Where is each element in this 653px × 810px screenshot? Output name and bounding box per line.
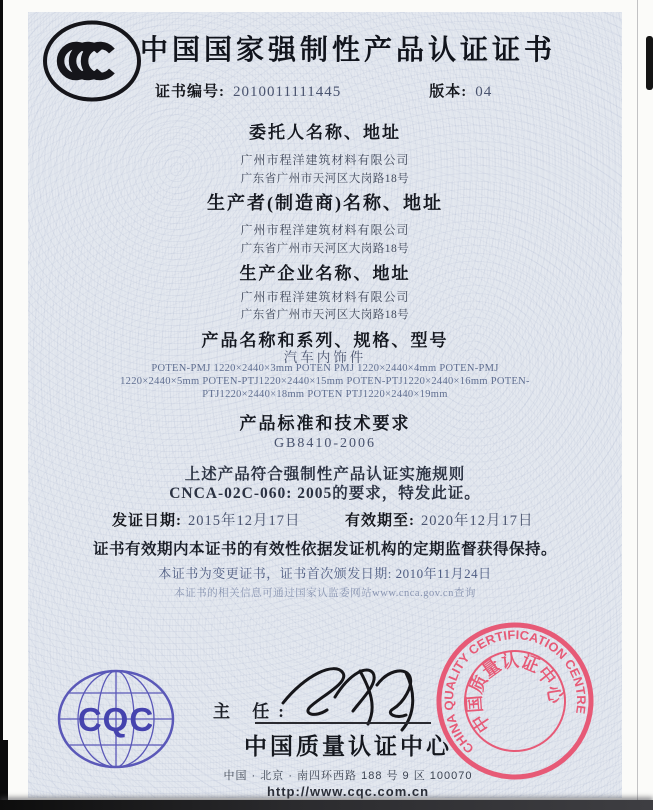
issue-date-label: 发证日期:: [112, 513, 182, 529]
standard-heading: 产品标准和技术要求: [239, 414, 411, 433]
signature-underline: [255, 722, 431, 724]
model-line: POTEN-PMJ 1220×2440×3mm POTEN PMJ 1220×2440×4mm POTEN-PMJ: [151, 363, 499, 374]
certificate-page: [28, 12, 622, 798]
certificate-title: 中国国家强制性产品认证证书: [139, 35, 556, 66]
manufacturer-address: 广东省广州市天河区大岗路18号: [240, 243, 410, 255]
query-note: 本证书的相关信息可通过国家认监委网站www.cnca.gov.cn查询: [174, 588, 476, 599]
issuing-org-url: http://www.cqc.com.cn: [266, 784, 430, 799]
scan-edge-line: [637, 0, 638, 810]
expiry-date-label: 有效期至:: [345, 513, 415, 529]
factory-heading: 生产企业名称、地址: [239, 264, 411, 283]
product-heading: 产品名称和系列、规格、型号: [201, 331, 449, 350]
product-name: 汽车内饰件: [283, 350, 367, 365]
manufacturer-name: 广州市程洋建筑材料有限公司: [240, 223, 410, 237]
cert-no-label: 证书编号:: [155, 84, 225, 100]
product-models: [65, 362, 585, 401]
factory-address: 广东省广州市天河区大岗路18号: [240, 309, 410, 321]
model-line: PTJ1220×2440×18mm POTEN PTJ1220×2440×19mm: [202, 389, 448, 400]
standard-value: GB8410-2006: [273, 436, 377, 451]
stamp-inner-text: 中国质量认证中心: [464, 650, 566, 736]
certificate-number-row: [155, 80, 492, 101]
expiry-date: [345, 509, 534, 530]
dates-row: [28, 509, 622, 529]
version-label: 版本:: [429, 84, 468, 100]
expiry-date-value: 2020年12月17日: [421, 513, 534, 529]
manufacturer-heading: 生产者(制造商)名称、地址: [207, 193, 443, 213]
change-note: 本证书为变更证书，证书首次颁发日期: 2010年11月24日: [158, 566, 492, 581]
applicant-name: 广州市程洋建筑材料有限公司: [240, 153, 410, 167]
version-value: 04: [475, 84, 493, 100]
red-seal-stamp: [430, 616, 600, 786]
issue-date: [112, 509, 301, 530]
issue-date-value: 2015年12月17日: [188, 513, 301, 529]
compliance-statement-line1: 上述产品符合强制性产品认证实施规则: [184, 466, 466, 483]
cqc-logo-text: CQC: [77, 701, 155, 738]
director-label: 主 任:: [213, 702, 293, 721]
applicant-address: 广东省广州市天河区大岗路18号: [240, 173, 410, 185]
cert-no-value: 2010011111445: [233, 84, 342, 100]
stamp-ring-text: CHINA QUALITY CERTIFICATION CENTRE: [441, 627, 589, 756]
scan-bottom-edge: [0, 800, 653, 810]
issuing-org-address: 中国 · 北京 · 南四环西路 188 号 9 区 100070: [223, 770, 473, 782]
validity-note: 证书有效期内本证书的有效性依据发证机构的定期监督获得保持。: [92, 541, 557, 558]
factory-name: 广州市程洋建筑材料有限公司: [240, 290, 410, 304]
compliance-statement-line2: CNCA-02C-060: 2005的要求，特发此证。: [169, 485, 481, 502]
scan-corner-smudge: [646, 36, 653, 90]
applicant-heading: 委托人名称、地址: [249, 123, 401, 142]
issuing-org-name: 中国质量认证中心: [244, 733, 452, 759]
svg-text:CHINA QUALITY CERTIFICATION: [430, 616, 596, 759]
model-line: 1220×2440×5mm POTEN-PTJ1220×2440×15mm POTEN-PTJ1220×2440×16mm POTEN-: [120, 376, 530, 387]
